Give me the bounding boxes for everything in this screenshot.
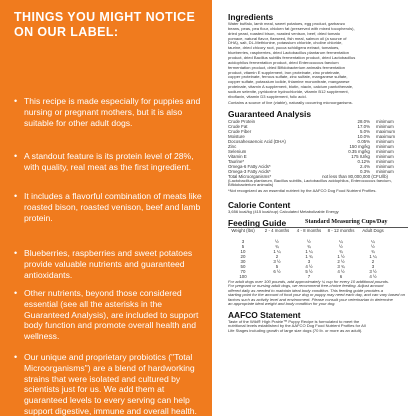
analysis-footnote: *Not recognized as an essential nutrient by the AAFCO Dog Food Nutrient Profiles.: [228, 187, 377, 193]
nutrient-qualifier: minimum: [376, 158, 394, 164]
feature-bullet: [14, 288, 206, 342]
feeding-guide-heading: Feeding Guide: [228, 217, 287, 228]
ingredients-line: beans, peas, pea flour, chicken fat (preserved with mixed tocopherols),: [228, 25, 355, 31]
feeding-cell: ½: [275, 238, 279, 244]
ingredients-line: riboflavin, vitamin D3 supplement, folic acid.: [228, 93, 307, 99]
feeding-guide-subtitle: Standard Measuring Cups/Day: [305, 217, 388, 225]
ingredients-line: copper sulfate, potassium iodide, thiamine mononitrate, manganese: [228, 79, 350, 85]
feeding-cell: ¾: [371, 248, 375, 254]
feeding-cell: 100: [239, 273, 247, 279]
nutrient-name: Total Microorganisms*: [228, 173, 272, 179]
feeding-cell: ½: [307, 238, 311, 244]
nutrient-value: 0.05%: [357, 138, 370, 144]
feeding-cell: 2: [371, 258, 375, 264]
bullet-text: Blueberries, raspberries and sweet potatoes provide valuable nutrients and guaranteed antioxidants.: [24, 248, 193, 280]
feeding-cell: 3: [371, 263, 375, 269]
feeding-cell: 10: [240, 248, 246, 254]
column-header: Adult Dogs: [362, 227, 384, 233]
nutrient-qualifier: minimum: [376, 143, 394, 149]
feeding-cell: 1 ¾: [305, 253, 313, 259]
feeding-cell: ½: [339, 243, 343, 249]
ingredients-line: fermentation product, dried Bifidobacterium animalis fermentation: [228, 64, 345, 70]
feeding-cell: ¼: [339, 238, 343, 244]
feeding-note-line: factors such as activity level and environment. Please consult your veterinarian to determine: [228, 296, 393, 302]
feeding-cell: 5 ½: [305, 268, 313, 274]
ingredients-line: taurine, dried chicory root, yucca schidigera extract, tomatoes,: [228, 45, 340, 51]
nutrient-name: Docosahexaenoic Acid (DHA): [228, 138, 286, 144]
nutrient-value: 0.35 mg/kg: [348, 148, 370, 154]
ingredients-line: acidophilus fermentation product, dried Enterococcus faecium: [228, 59, 339, 65]
feeding-cell: ½: [371, 243, 375, 249]
nutrient-value: 28.0%: [357, 118, 370, 124]
feeding-cell: 6: [339, 273, 343, 279]
ingredients-line: pomace, natural flavor, flaxseed, fish meal, salmon oil (a source of: [228, 35, 347, 41]
feature-bullet: [14, 248, 206, 280]
nutrient-qualifier: minimum: [376, 123, 394, 129]
feeding-cell: 70: [240, 268, 246, 274]
feeding-cell: ¾: [275, 243, 279, 249]
feeding-cell: 3 ½: [369, 268, 377, 274]
ingredients-heading: Ingredients: [228, 12, 274, 22]
nutrient-name: Omega-6 Fatty Acids*: [228, 163, 271, 169]
guaranteed-analysis-heading: Guaranteed Analysis: [228, 108, 312, 119]
feeding-cell: ¾: [307, 243, 311, 249]
nutrient-qualifier: minimum: [376, 168, 394, 174]
feature-bullet: [14, 151, 206, 173]
calorie-content-heading: Calorie Content: [228, 199, 291, 210]
feeding-cell: 20: [240, 253, 246, 259]
ingredients-line: Water buffalo, lamb meal, sweet potatoes, egg product, garbanzo: [228, 21, 345, 26]
feeding-cell: 5: [241, 243, 245, 249]
ingredients-line: dried yeast, roasted bison, roasted venison, beef, dried tomato: [228, 30, 341, 36]
feature-bullet: [14, 191, 206, 223]
feature-bullet: [14, 352, 206, 417]
bullet-dot: •: [14, 96, 18, 106]
nutrient-name: Crude Fat: [228, 123, 248, 129]
feeding-cell: 3 ¾: [337, 263, 345, 269]
bullet-dot: •: [14, 352, 18, 362]
feeding-cell: 2 ½: [337, 258, 345, 264]
feeding-table-header: [228, 228, 408, 237]
bullet-text: Other nutrients, beyond those considered essential (see all the asterisks in the Guaranteed Analysis), are included to support body function and promote overall health and wellness.: [24, 288, 199, 342]
feeding-cell: 4 ½: [337, 268, 345, 274]
nutrient-qualifier: minimum: [376, 138, 394, 144]
feeding-cell: 4 ½: [305, 263, 313, 269]
ingredients-line: DHA), salt, DL-Methionine, potassium chloride, choline chloride,: [228, 40, 343, 46]
bullet-text: Our unique and proprietary probiotics ("Total Microorganisms") are a blend of hardworking strains that were isolated and cultured by scientists just for us. We add them at guaranteed levels to every serving can help support digestive, immune and overall health.: [24, 352, 197, 416]
nutrient-name: Vitamin E: [228, 153, 247, 159]
bullet-dot: •: [14, 288, 18, 298]
nutrient-name: Omega-3 Fatty Acids*: [228, 168, 271, 174]
feeding-cell: 3: [241, 238, 245, 244]
aafco-heading: AAFCO Statement: [228, 309, 301, 320]
nutrient-value: 150 mg/kg: [349, 143, 370, 149]
nutrient-qualifier: maximum: [376, 128, 396, 134]
nutrient-qualifier: minimum: [376, 118, 394, 124]
ingredients-line: product, vitamin E supplement, iron proteinate, zinc proteinate,: [228, 69, 341, 75]
nutrient-value: 10.0%: [357, 133, 370, 139]
column-header: Weight (lbs): [231, 227, 255, 233]
nutrient-value: 5.0%: [359, 128, 370, 134]
nutrient-qualifier: minimum: [376, 163, 394, 169]
nutrient-name: Taurine*: [228, 158, 245, 164]
nutrient-name: Selenium: [228, 148, 247, 154]
bullet-text: It includes a flavorful combination of meats like roasted bison, roasted venison, beef and lamb protein.: [24, 191, 202, 223]
nutrient-name: Crude Fiber: [228, 128, 252, 134]
ingredients-line: copper proteinate, ferrous sulfate, zinc sulfate, manganese sulfate,: [228, 74, 348, 80]
nutrient-name: Moisture: [228, 133, 245, 139]
feature-bullet: [14, 96, 206, 128]
feeding-cell: 6 ½: [273, 268, 281, 274]
bullet-dot: •: [14, 151, 18, 161]
nutrient-value: 175 IU/kg: [351, 153, 370, 159]
feeding-cell: 50: [240, 263, 246, 269]
column-header: 4 - 8 months: [296, 227, 322, 233]
column-header: 8 - 12 months: [327, 227, 355, 233]
ingredients-note: Contains a source of live (viable), naturally occurring microorganisms.: [228, 99, 353, 105]
feeding-note-line: For pregnant or nursing adult dogs, we recommend free-choice feeding. Adjust amount: [228, 283, 384, 289]
panel-heading: THINGS YOU MIGHT NOTICE ON OUR LABEL:: [14, 10, 196, 39]
aafco-line: Taste of the Wild® High Prairie™ Puppy Recipe is formulated to meet the: [228, 318, 360, 324]
feeding-cell: 30: [240, 258, 246, 264]
feeding-note-line: an appropriate ideal weight and body condition for your dog.: [228, 301, 336, 307]
feeding-cell: ¾: [339, 248, 343, 254]
aafco-line: nutritional levels established by the AAFCO Dog Food Nutrient Profiles for All: [228, 323, 366, 329]
feeding-note-line: offered daily as needed to maintain ideal body condition. This feeding guide provides a: [228, 287, 384, 293]
feeding-cell: ¼: [371, 238, 375, 244]
nutrient-name: Zinc: [228, 143, 237, 149]
feeding-cell: 1 ¼: [273, 248, 281, 254]
ingredients-line: blueberries, raspberries, dried Lactobacillus plantarum fermentation: [228, 50, 350, 56]
ingredients-line: proteinate, vitamin A supplement, biotin, niacin, calcium pantothenate,: [228, 84, 354, 90]
nutrient-value: 2.4%: [359, 163, 370, 169]
feeding-cell: 1 ½: [337, 253, 345, 259]
feeding-cell: 4 ½: [369, 273, 377, 279]
nutrient-qualifier: minimum: [376, 148, 394, 154]
nutrient-name: Crude Protein: [228, 118, 256, 124]
column-header: 2 - 4 months: [264, 227, 290, 233]
nutrient-value: 0.12%: [357, 158, 370, 164]
nutrient-value: 17.0%: [357, 123, 370, 129]
bullet-dot: •: [14, 248, 18, 258]
nutrient-value: 0.3%: [359, 168, 370, 174]
feeding-cell: 7: [307, 273, 311, 279]
feeding-cell: 1 ¼: [369, 253, 377, 259]
bullet-text: A standout feature is its protein level of 28%, with quality, real meat as the first ingredient.: [24, 151, 194, 172]
feeding-note-line: starting point for the amount of food your dog or puppy may need each day, and can vary based on: [228, 292, 405, 298]
ingredients-line: sodium selenite, pyridoxine hydrochloride, vitamin B12 supplement,: [228, 88, 349, 94]
feeding-cell: 5: [275, 263, 279, 269]
feeding-cell: 3: [307, 258, 311, 264]
nutrient-qualifier: maximum: [376, 133, 396, 139]
nutrient-qualifier: minimum: [376, 153, 394, 159]
feeding-table-row: [228, 274, 408, 279]
bullet-dot: •: [14, 191, 18, 201]
aafco-line: Life Stages including growth of large size dogs (70 lb. or more as an adult).: [228, 328, 363, 334]
calorie-content-text: 3,656 kcal/kg (415 kcal/cup) Calculated Metabolizable Energy: [228, 208, 339, 214]
bullet-text: This recipe is made especially for puppies and nursing or pregnant mothers, but it is also suitable for other adult dogs.: [24, 96, 201, 128]
nutrient-value: not less than 80,000,000 (CFU/lb): [322, 173, 388, 179]
ingredients-line: product, dried Bacillus subtilis fermentation product, dried Lactobacillus: [228, 54, 356, 60]
feeding-cell: 1 ¼: [305, 248, 313, 254]
feeding-cell: 3 ½: [273, 258, 281, 264]
feeding-cell: 2: [275, 253, 279, 259]
microorganisms-note: (Lactobacillus plantarum, Bacillus subtilis, Lactobacillus acidophilus, Enterococcus faecium, Bifidobacterium animalis): [228, 177, 392, 188]
feeding-note-line: For adult dogs over 100 pounds, add approximately ¼ cup for every 10 additional pounds.: [228, 278, 390, 284]
